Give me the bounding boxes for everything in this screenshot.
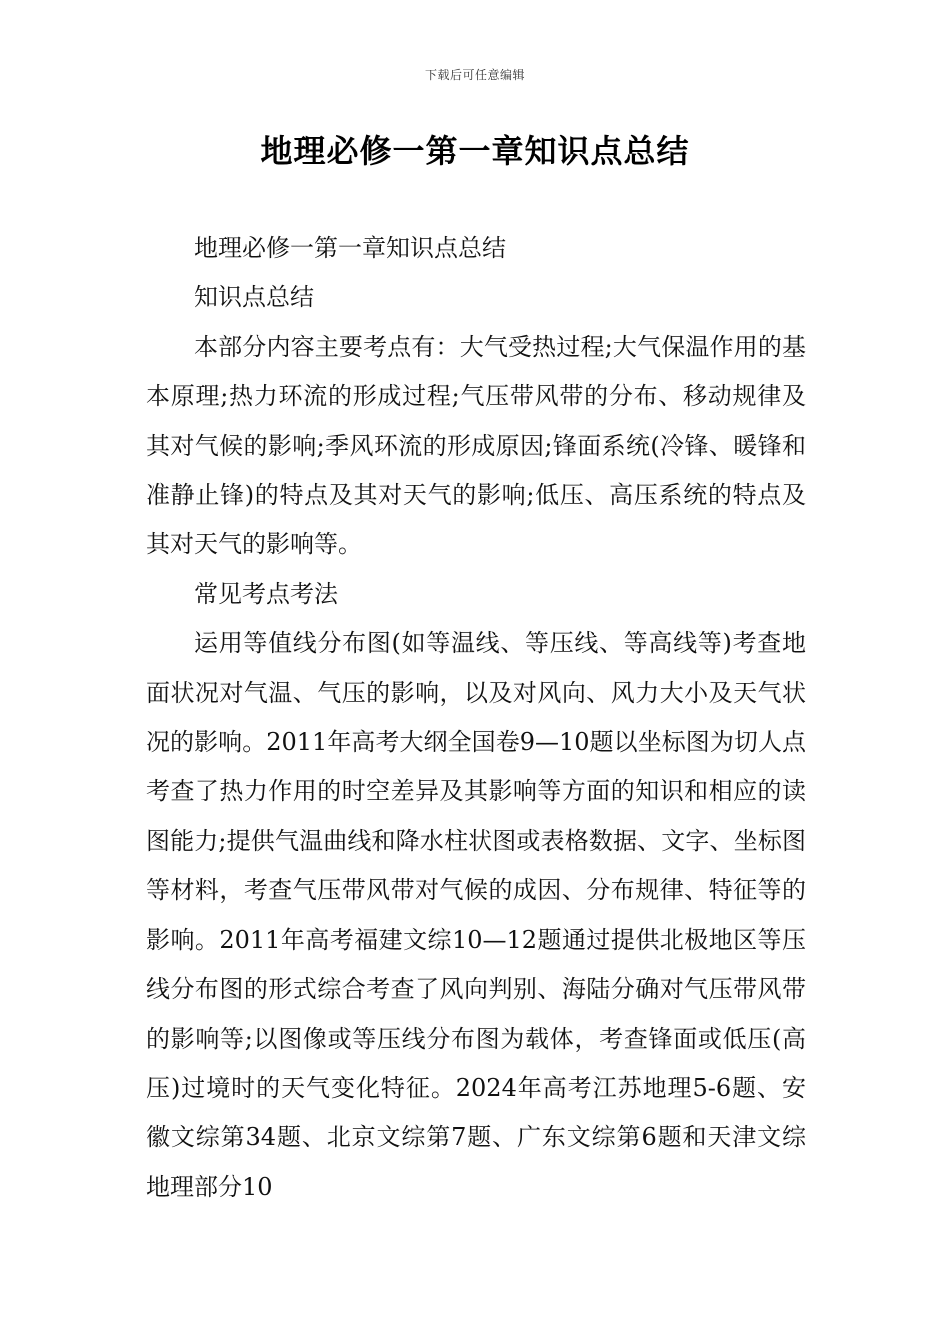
document-body <box>146 224 806 1212</box>
paragraph-exam-methods: 运用等值线分布图(如等温线、等压线、等高线等)考查地面状况对气温、气压的影响，以及对风向、风力大小及天气状况的影响。2011年高考大纲全国卷9—10题以坐标图为切人点考查了热力作用的时空差异及其影响等方面的知识和相应的读图能力;提供气温曲线和降水柱状图或表格数据、文字、坐标图等材料，考查气压带风带对气候的成因、分布规律、特征等的影响。2011年高考福建文综10—12题通过提供北极地区等压线分布图的形式综合考查了风向判别、海陆分确对气压带风带的影响等;以图像或等压线分布图为载体，考查锋面或低压(高压)过境时的天气变化特征。2024年高考江苏地理5-6题、安徽文综第34题、北京文综第7题、广东文综第6题和天津文综地理部分10 <box>146 629 806 1201</box>
paragraph-section-heading: 知识点总结 <box>194 283 314 312</box>
paragraph-key-points: 本部分内容主要考点有：大气受热过程;大气保温作用的基本原理;热力环流的形成过程;气压带风带的分布、移动规律及其对气候的影响;季风环流的形成原因;锋面系统(冷锋、暖锋和准静止锋)的特点及其对天气的影响;低压、高压系统的特点及其对天气的影响等。 <box>146 332 806 559</box>
paragraph-subtitle: 地理必修一第一章知识点总结 <box>194 234 506 262</box>
document-title: 地理必修一第一章知识点总结 <box>260 132 690 170</box>
header-note: 下载后可任意编辑 <box>424 68 525 82</box>
paragraph-exam-heading: 常见考点考法 <box>194 579 338 608</box>
